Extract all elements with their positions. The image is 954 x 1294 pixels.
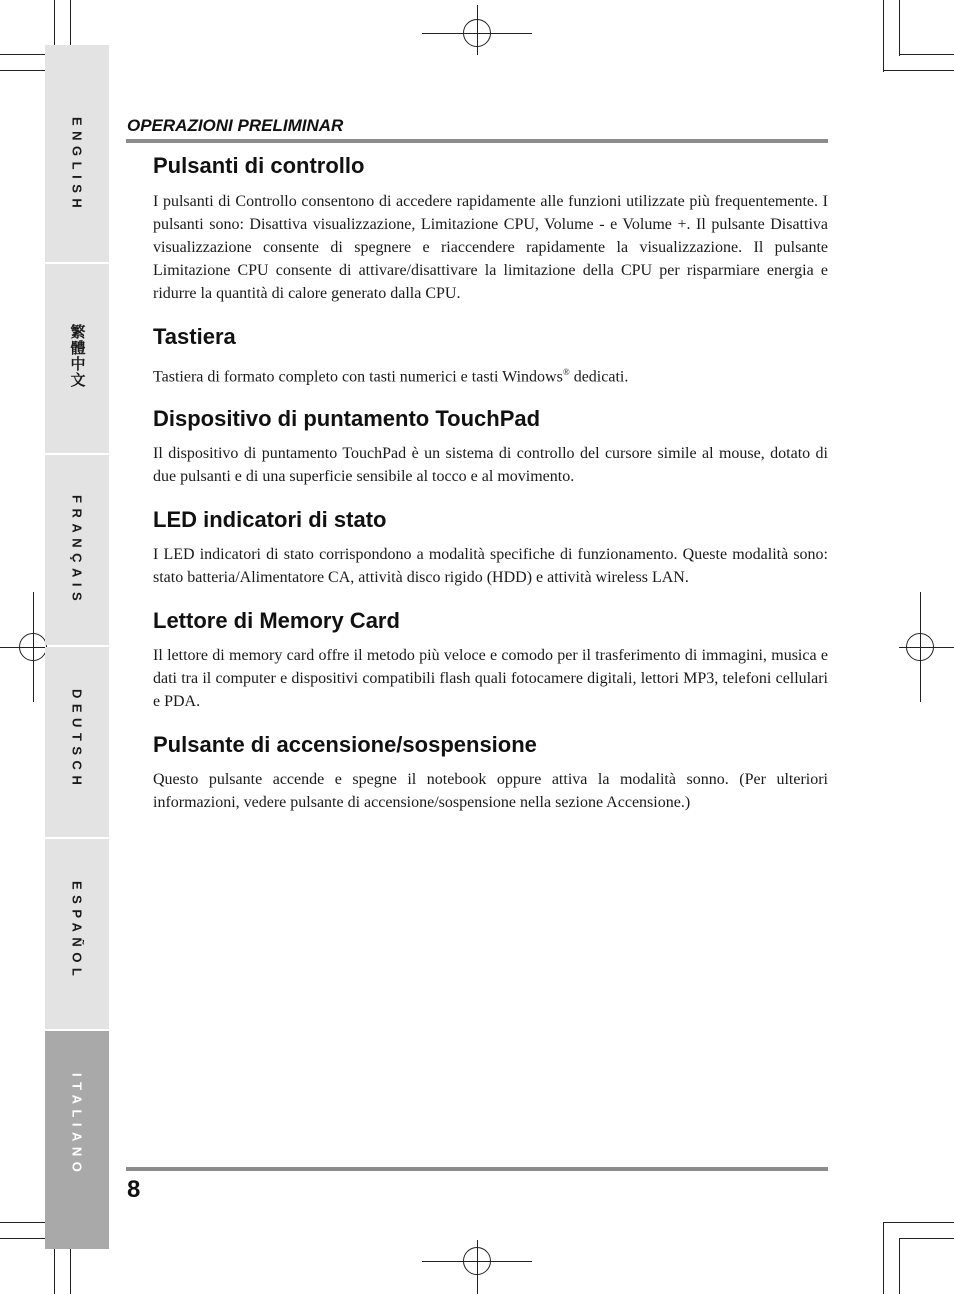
tab-label: DEUTSCH [69,689,85,791]
section-heading: Pulsanti di controllo [153,153,365,178]
section-body: I pulsanti di Controllo consentono di accedere rapidamente alle funzioni utilizzate più frequentemente. I pulsanti sono: Disattiva visualizzazione, Limitazione CPU, Volume - e Volume +. Il pulsante Disattiva visualizzazione consente di spegnere e riaccendere rapidamente la visualizzazione. Il pulsante Limitazione CPU consente di attivare/disattivare la limitazione della CPU per risparmiare energia e ridurre la quantità di calore generato dalla CPU. [153,193,828,302]
tab-label: FRANÇAIS [69,495,85,607]
section-heading: LED indicatori di stato [153,507,387,533]
tab-deutsch[interactable] [45,647,109,837]
tab-francais[interactable] [45,455,109,645]
section-header: OPERAZIONI PRELIMINAR [127,116,344,135]
section-power-button [153,731,828,814]
language-tabs [45,45,109,1249]
section-body: Il dispositivo di puntamento TouchPad è un sistema di controllo del cursore simile al mouse, dotato di due pulsanti e di una superficie sensibile al tocco e al movimento. [153,445,828,486]
tab-label: ITALIANO [69,1073,85,1178]
footer-rule [126,1167,828,1171]
tab-label: ENGLISH [69,117,85,214]
header-rule [126,139,828,143]
section-memory-card-reader [153,607,828,713]
tab-label: ESPAÑOL [69,881,85,982]
tab-espanol[interactable] [45,839,109,1029]
section-heading: Lettore di Memory Card [153,608,400,634]
section-heading: Dispositivo di puntamento TouchPad [153,406,541,432]
section-body: Questo pulsante accende e spegne il notebook oppure attiva la modalità sonno. (Per ulteriori informazioni, vedere pulsante di accensione/sospensione nella sezione Accensione.) [153,771,828,812]
page-number: 8 [127,1176,141,1203]
section-keyboard [153,323,828,388]
tab-label: 繁體中文 [68,324,86,388]
section-touchpad [153,405,828,488]
section-body: I LED indicatori di stato corrispondono a modalità specifiche di funzionamento. Queste modalità sono: stato batteria/Alimentatore CA, attività disco rigido (HDD) e attività wireless LAN. [153,546,828,587]
tab-italiano[interactable] [45,1031,109,1249]
section-control-buttons [153,152,828,305]
section-heading: Pulsante di accensione/sospensione [153,732,537,758]
section-heading: Tastiera [153,324,236,349]
tab-traditional-chinese[interactable] [45,264,109,453]
section-body: Il lettore di memory card offre il metodo più veloce e comodo per il trasferimento di immagini, musica e dati tra il computer e dispositivi compatibili flash quali fotocamere digitali, lettori MP3, telefoni cellulari e PDA. [153,647,828,711]
tab-english[interactable] [45,45,109,262]
section-status-leds [153,506,828,589]
section-body: Tastiera di formato completo con tasti numerici e tasti Windows® dedicati. [153,367,629,386]
page-content [153,152,828,814]
